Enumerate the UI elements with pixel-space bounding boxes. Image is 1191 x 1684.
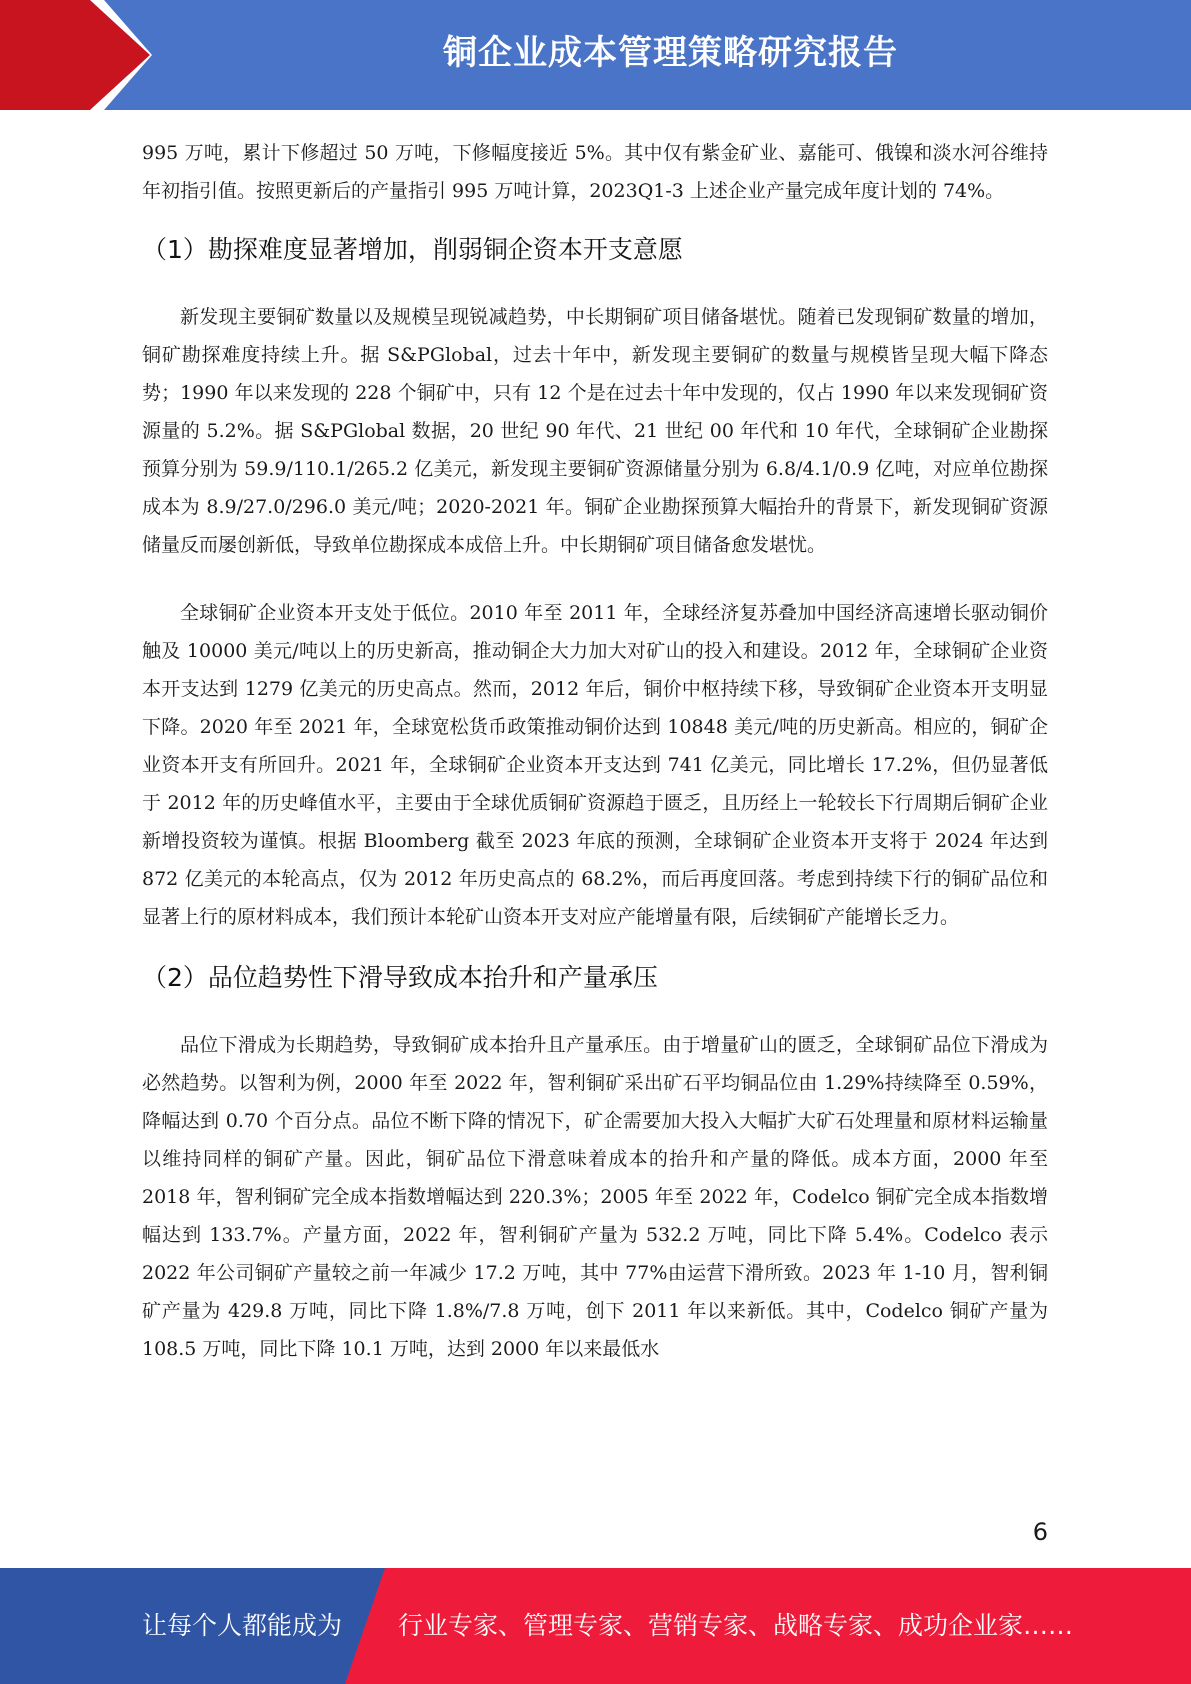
section2-heading: （2）品位趋势性下滑导致成本抬升和产量承压: [142, 963, 658, 992]
document-body: [142, 134, 1048, 1368]
section1-paragraph-2: 全球铜矿企业资本开支处于低位。2010 年至 2011 年，全球经济复苏叠加中国经济高速增长驱动铜价触及 10000 美元/吨以上的历史新高，推动铜企大力加大对矿山的投入和建设。2012 年，全球铜矿企业资本开支达到 1279 亿美元的历史高点。然而，2012 年后，铜价中枢持续下移，导致铜矿企业资本开支明显下降。2020 年至 2021 年，全球宽松货币政策推动铜价达到 10848 美元/吨的历史新高。相应的，铜矿企业资本开支有所回升。2021 年，全球铜矿企业资本开支达到 741 亿美元，同比增长 17.2%，但仍显著低于 2012 年的历史峰值水平，主要由于全球优质铜矿资源趋于匮乏，且历经上一轮较长下行周期后铜矿企业新增投资较为谨慎。根据 Bloomberg 截至 2023 年底的预测，全球铜矿企业资本开支将于 2024 年达到 872 亿美元的本轮高点，仅为 2012 年历史高点的 68.2%，而后再度回落。考虑到持续下行的铜矿品位和显著上行的原材料成本，我们预计本轮矿山资本开支对应产能增量有限，后续铜矿产能增长乏力。: [142, 602, 1048, 928]
header-red-chevron: [0, 0, 152, 110]
page-number: 6: [1032, 1518, 1048, 1546]
section1-heading: （1）勘探难度显著增加，削弱铜企资本开支意愿: [142, 235, 683, 264]
header-title: 铜企业成本管理策略研究报告: [443, 33, 898, 73]
footer-slogan-left: 让每个人都能成为: [142, 1611, 343, 1640]
page-header: [0, 0, 1191, 110]
footer-slogan-right: 行业专家、管理专家、营销专家、战略专家、成功企业家……: [398, 1611, 1074, 1640]
page-footer: [0, 1568, 1191, 1684]
intro-paragraph: 995 万吨，累计下修超过 50 万吨，下修幅度接近 5%。其中仅有紫金矿业、嘉能可、俄镍和淡水河谷维持年初指引值。按照更新后的产量指引 995 万吨计算，2023Q1-3 上述企业产量完成年度计划的 74%。: [142, 142, 1048, 202]
section1-paragraph-1: 新发现主要铜矿数量以及规模呈现锐减趋势，中长期铜矿项目储备堪忧。随着已发现铜矿数量的增加，铜矿勘探难度持续上升。据 S&PGlobal，过去十年中，新发现主要铜矿的数量与规模皆呈现大幅下降态势；1990 年以来发现的 228 个铜矿中，只有 12 个是在过去十年中发现的，仅占 1990 年以来发现铜矿资源量的 5.2%。据 S&PGlobal 数据，20 世纪 90 年代、21 世纪 00 年代和 10 年代，全球铜矿企业勘探预算分别为 59.9/110.1/265.2 亿美元，新发现主要铜矿资源储量分别为 6.8/4.1/0.9 亿吨，对应单位勘探成本为 8.9/27.0/296.0 美元/吨；2020-2021 年。铜矿企业勘探预算大幅抬升的背景下，新发现铜矿资源储量反而屡创新低，导致单位勘探成本成倍上升。中长期铜矿项目储备愈发堪忧。: [142, 306, 1048, 556]
section2-paragraph-1: 品位下滑成为长期趋势，导致铜矿成本抬升且产量承压。由于增量矿山的匮乏，全球铜矿品位下滑成为必然趋势。以智利为例，2000 年至 2022 年，智利铜矿采出矿石平均铜品位由 1.29%持续降至 0.59%，降幅达到 0.70 个百分点。品位不断下降的情况下，矿企需要加大投入大幅扩大矿石处理量和原材料运输量以维持同样的铜矿产量。因此，铜矿品位下滑意味着成本的抬升和产量的降低。成本方面，2000 年至 2018 年，智利铜矿完全成本指数增幅达到 220.3%；2005 年至 2022 年，Codelco 铜矿完全成本指数增幅达到 133.7%。产量方面，2022 年，智利铜矿产量为 532.2 万吨，同比下降 5.4%。Codelco 表示 2022 年公司铜矿产量较之前一年减少 17.2 万吨，其中 77%由运营下滑所致。2023 年 1-10 月，智利铜矿产量为 429.8 万吨，同比下降 1.8%/7.8 万吨，创下 2011 年以来新低。其中，Codelco 铜矿产量为 108.5 万吨，同比下降 10.1 万吨，达到 2000 年以来最低水: [142, 1034, 1048, 1360]
